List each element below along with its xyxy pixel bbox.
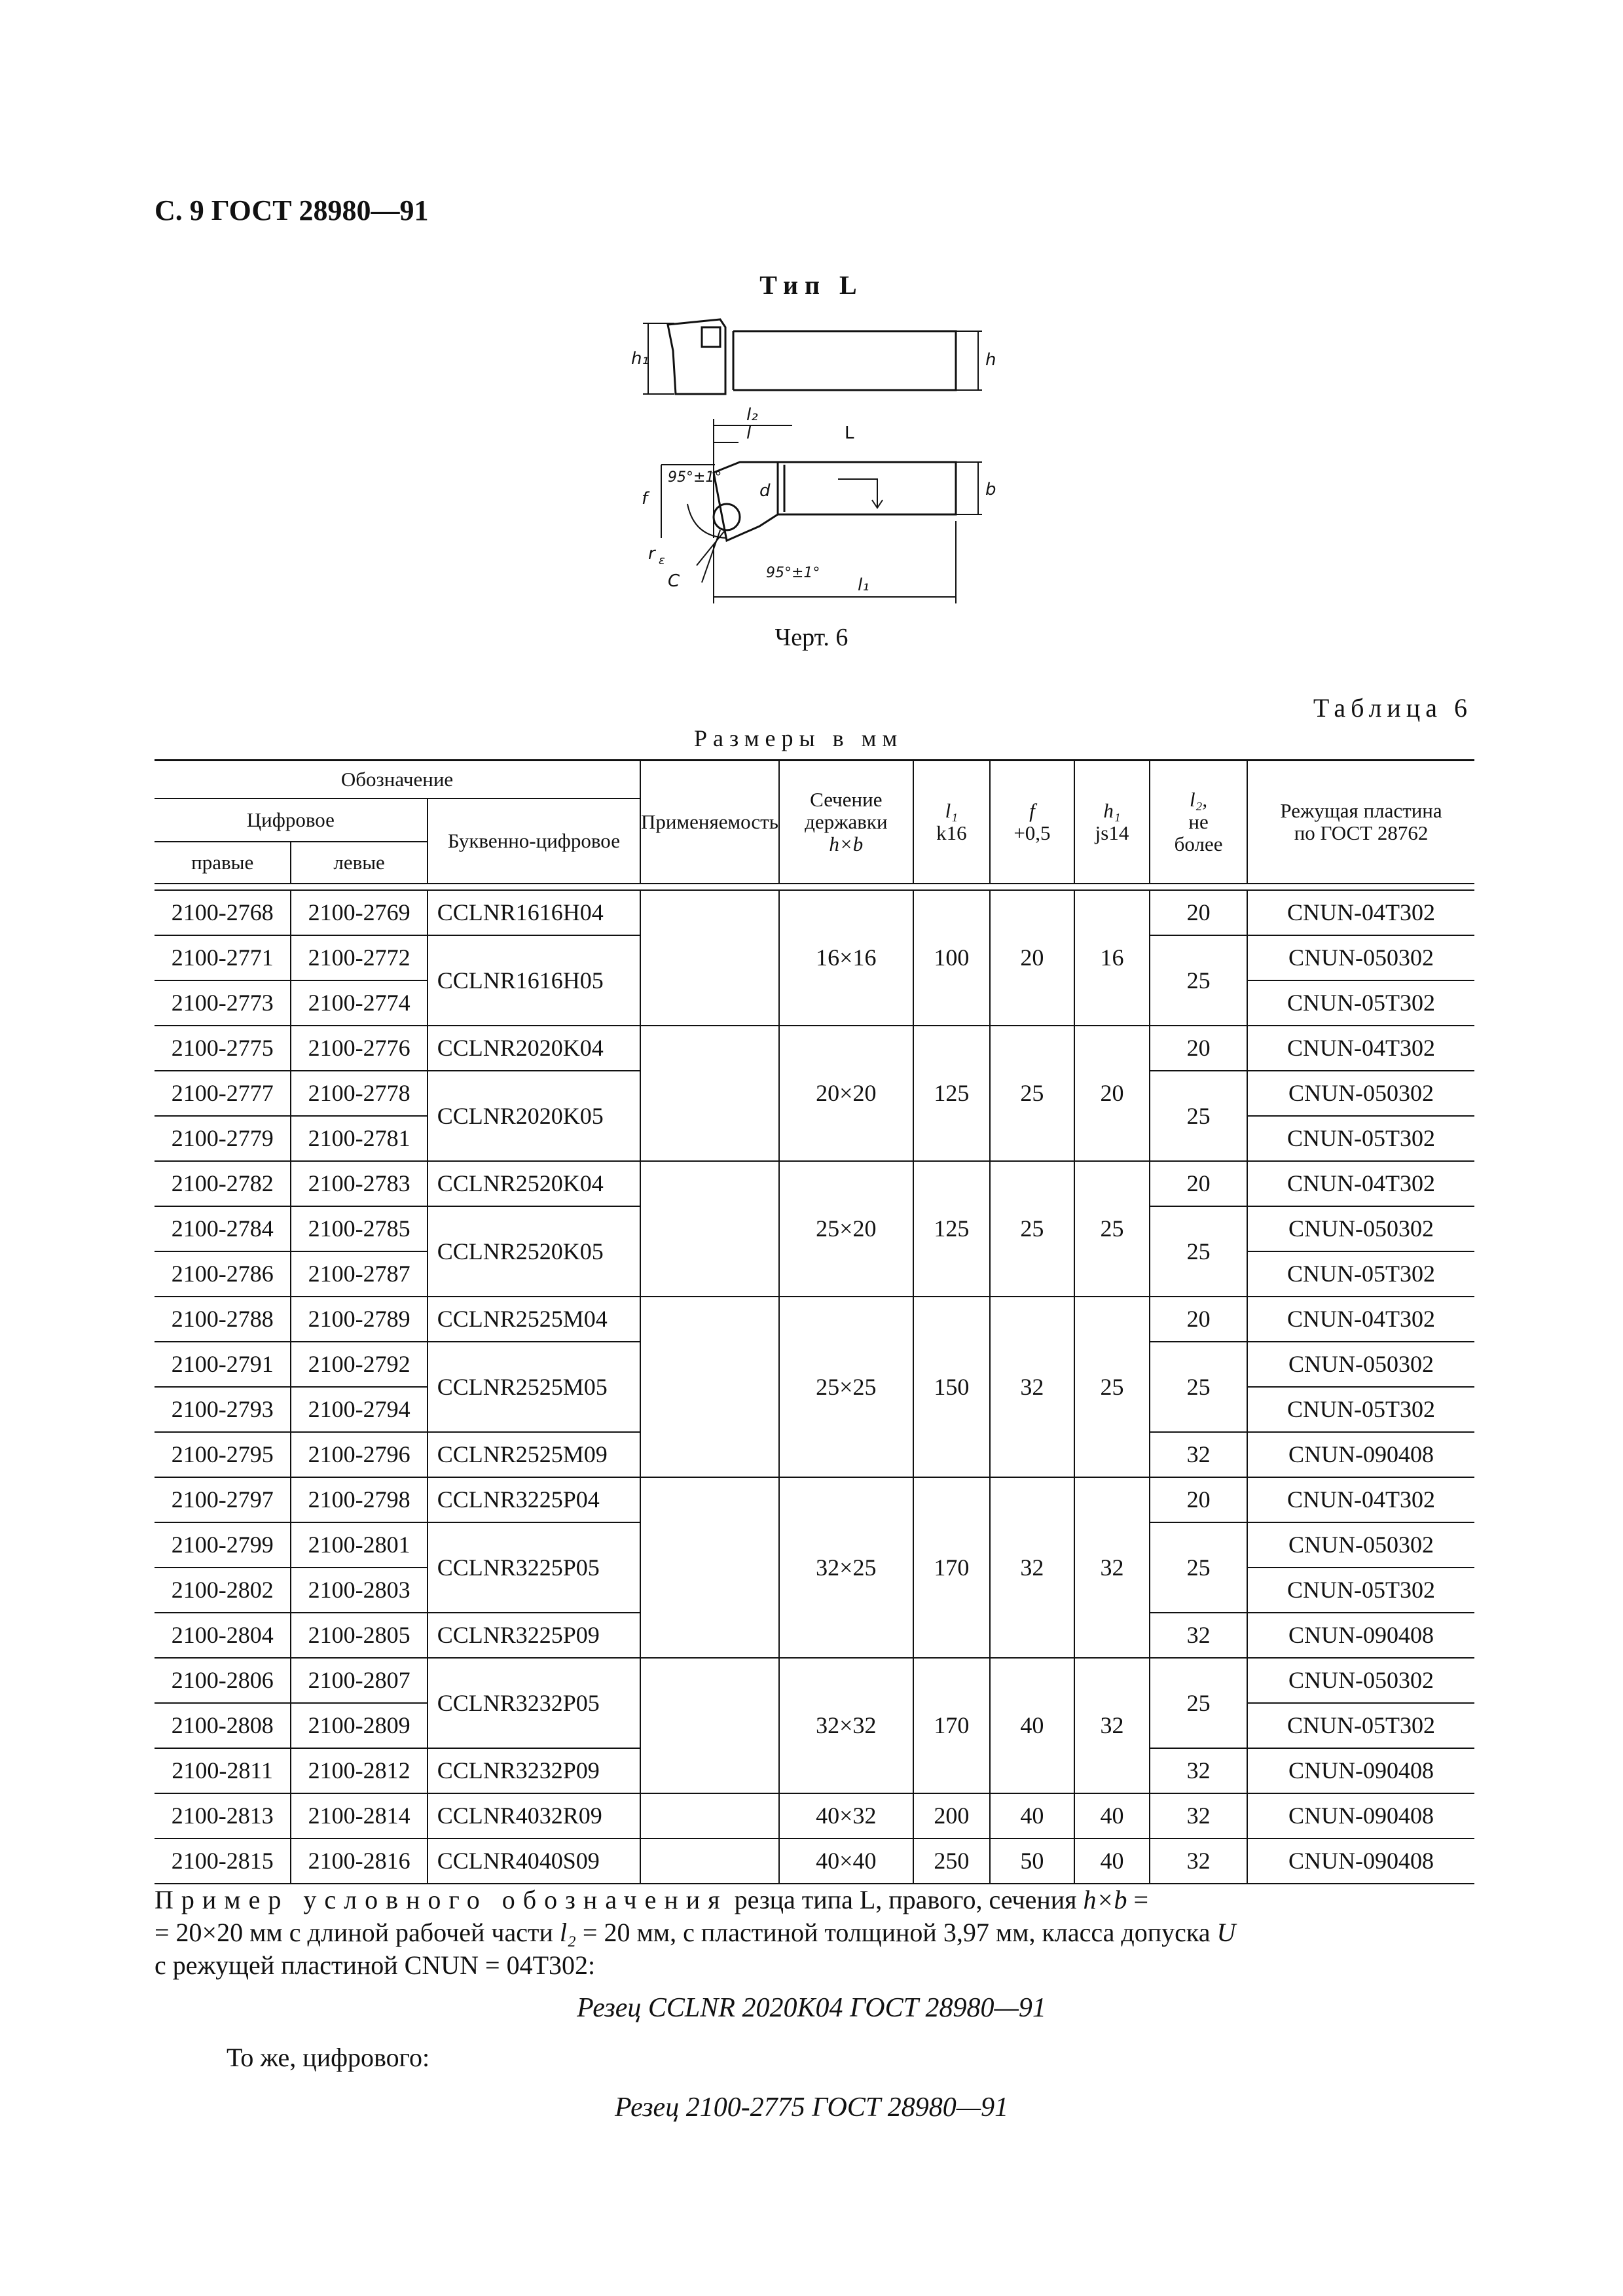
- header-h1: h₁ js14: [1074, 761, 1150, 884]
- cell-applicability: [640, 1839, 779, 1884]
- table-row: [155, 1839, 1474, 1884]
- cell-right: 2100-2777: [155, 1071, 291, 1116]
- cell-f: 32: [990, 1297, 1074, 1477]
- cell-plate: CNUN-05T302: [1247, 1116, 1474, 1161]
- table-row: [155, 1477, 1474, 1522]
- cell-h1: 20: [1074, 1026, 1150, 1161]
- cell-left: 2100-2812: [291, 1748, 427, 1793]
- cell-alpha: CCLNR1616H05: [428, 935, 640, 1026]
- cell-left: 2100-2809: [291, 1703, 427, 1748]
- cell-alpha: CCLNR2525M09: [428, 1432, 640, 1477]
- cell-alpha: CCLNR2520K05: [428, 1206, 640, 1297]
- cell-l2: 32: [1150, 1793, 1247, 1839]
- header-alpha: Буквенно-цифровое: [428, 798, 640, 884]
- cell-l2: 25: [1150, 935, 1247, 1026]
- cell-right: 2100-2806: [155, 1658, 291, 1703]
- cell-l2: 25: [1150, 1206, 1247, 1297]
- cell-left: 2100-2801: [291, 1522, 427, 1568]
- cell-f: 40: [990, 1658, 1074, 1793]
- cell-section: 32×32: [779, 1658, 913, 1793]
- cell-plate: CNUN-04T302: [1247, 1477, 1474, 1522]
- cell-l2: 20: [1150, 890, 1247, 935]
- header-plate: Режущая пластина по ГОСТ 28762: [1247, 761, 1474, 884]
- cell-section: 25×20: [779, 1161, 913, 1297]
- cell-right: 2100-2788: [155, 1297, 291, 1342]
- cell-left: 2100-2798: [291, 1477, 427, 1522]
- cell-l2: 25: [1150, 1658, 1247, 1748]
- cell-plate: CNUN-04T302: [1247, 890, 1474, 935]
- cell-l2: 20: [1150, 1297, 1247, 1342]
- header-f: f +0,5: [990, 761, 1074, 884]
- cell-plate: CNUN-05T302: [1247, 1703, 1474, 1748]
- header-l1: l₁ k16: [913, 761, 990, 884]
- cell-l2: 20: [1150, 1477, 1247, 1522]
- cell-right: 2100-2815: [155, 1839, 291, 1884]
- cell-alpha: CCLNR3232P09: [428, 1748, 640, 1793]
- cell-l2: 20: [1150, 1161, 1247, 1206]
- table-row: [155, 1793, 1474, 1839]
- header-left: левые: [291, 842, 427, 884]
- cell-plate: CNUN-04T302: [1247, 1161, 1474, 1206]
- label-f: f: [642, 489, 648, 509]
- cell-f: 40: [990, 1793, 1074, 1839]
- label-d: d: [759, 481, 771, 501]
- cell-left: 2100-2772: [291, 935, 427, 980]
- cell-left: 2100-2783: [291, 1161, 427, 1206]
- cell-h1: 16: [1074, 890, 1150, 1026]
- header-l2: l₂, не более: [1150, 761, 1247, 884]
- cell-section: 40×32: [779, 1793, 913, 1839]
- cell-f: 25: [990, 1026, 1074, 1161]
- cell-left: 2100-2776: [291, 1026, 427, 1071]
- cell-applicability: [640, 890, 779, 1026]
- cell-applicability: [640, 1161, 779, 1297]
- cell-plate: CNUN-05T302: [1247, 1387, 1474, 1432]
- cell-h1: 25: [1074, 1297, 1150, 1477]
- cell-alpha: CCLNR3225P05: [428, 1522, 640, 1613]
- cell-left: 2100-2769: [291, 890, 427, 935]
- cell-left: 2100-2787: [291, 1251, 427, 1297]
- units-note: Размеры в мм: [694, 725, 903, 751]
- cell-left: 2100-2781: [291, 1116, 427, 1161]
- cell-l1: 170: [913, 1477, 990, 1658]
- cell-alpha: CCLNR2525M04: [428, 1297, 640, 1342]
- cell-l1: 250: [913, 1839, 990, 1884]
- table-row: [155, 890, 1474, 935]
- cell-left: 2100-2807: [291, 1658, 427, 1703]
- cell-l1: 125: [913, 1026, 990, 1161]
- cell-l1: 170: [913, 1658, 990, 1793]
- cell-left: 2100-2778: [291, 1071, 427, 1116]
- cell-left: 2100-2814: [291, 1793, 427, 1839]
- cell-left: 2100-2774: [291, 980, 427, 1026]
- dimensions-table: [155, 759, 1474, 1884]
- cell-plate: CNUN-090408: [1247, 1839, 1474, 1884]
- cell-plate: CNUN-05T302: [1247, 1251, 1474, 1297]
- label-l: l: [746, 423, 752, 443]
- table-row: [155, 1658, 1474, 1703]
- cell-l2: 32: [1150, 1432, 1247, 1477]
- cell-left: 2100-2789: [291, 1297, 427, 1342]
- cell-f: 32: [990, 1477, 1074, 1658]
- cell-right: 2100-2782: [155, 1161, 291, 1206]
- cell-alpha: CCLNR2520K04: [428, 1161, 640, 1206]
- cell-applicability: [640, 1026, 779, 1161]
- cell-left: 2100-2803: [291, 1568, 427, 1613]
- label-C: C: [668, 571, 680, 591]
- cell-right: 2100-2771: [155, 935, 291, 980]
- cell-right: 2100-2773: [155, 980, 291, 1026]
- cell-plate: CNUN-04T302: [1247, 1026, 1474, 1071]
- cell-plate: CNUN-050302: [1247, 1342, 1474, 1387]
- cell-applicability: [640, 1793, 779, 1839]
- label-h: h: [985, 350, 996, 370]
- cell-plate: CNUN-050302: [1247, 935, 1474, 980]
- cell-l1: 150: [913, 1297, 990, 1477]
- cell-right: 2100-2775: [155, 1026, 291, 1071]
- cell-f: 25: [990, 1161, 1074, 1297]
- table-row: [155, 1026, 1474, 1071]
- header-applicability: Применяемость: [640, 761, 779, 884]
- table-body: [155, 884, 1474, 1884]
- example-formula-alpha: Резец CCLNR 2020K04 ГОСТ 28980—91: [577, 1993, 1046, 2023]
- cell-applicability: [640, 1477, 779, 1658]
- cell-right: 2100-2793: [155, 1387, 291, 1432]
- cell-h1: 40: [1074, 1793, 1150, 1839]
- cell-l1: 125: [913, 1161, 990, 1297]
- cell-right: 2100-2784: [155, 1206, 291, 1251]
- cell-l2: 32: [1150, 1613, 1247, 1658]
- label-r-sub: ε: [659, 554, 665, 567]
- cell-section: 25×25: [779, 1297, 913, 1477]
- cell-alpha: CCLNR3225P09: [428, 1613, 640, 1658]
- cell-section: 16×16: [779, 890, 913, 1026]
- header-section: Сечение державки h×b: [779, 761, 913, 884]
- cell-right: 2100-2791: [155, 1342, 291, 1387]
- cell-right: 2100-2797: [155, 1477, 291, 1522]
- cell-left: 2100-2792: [291, 1342, 427, 1387]
- cell-right: 2100-2768: [155, 890, 291, 935]
- cell-applicability: [640, 1297, 779, 1477]
- cell-h1: 25: [1074, 1161, 1150, 1297]
- cell-plate: CNUN-050302: [1247, 1206, 1474, 1251]
- header-right: правые: [191, 850, 254, 874]
- cell-right: 2100-2804: [155, 1613, 291, 1658]
- type-title: Тип L: [759, 270, 864, 300]
- cell-left: 2100-2796: [291, 1432, 427, 1477]
- cell-plate: CNUN-05T302: [1247, 1568, 1474, 1613]
- cell-plate: CNUN-04T302: [1247, 1297, 1474, 1342]
- cell-section: 20×20: [779, 1026, 913, 1161]
- label-h1: h₁: [631, 349, 649, 368]
- cell-plate: CNUN-090408: [1247, 1432, 1474, 1477]
- cell-h1: 32: [1074, 1658, 1150, 1793]
- tool-drawing: [629, 308, 1021, 622]
- cell-right: 2100-2811: [155, 1748, 291, 1793]
- cell-alpha: CCLNR2525M05: [428, 1342, 640, 1432]
- cell-applicability: [640, 1658, 779, 1793]
- example-same-digital: То же, цифрового:: [227, 2043, 430, 2072]
- label-b: b: [985, 480, 996, 499]
- cell-l2: 32: [1150, 1748, 1247, 1793]
- cell-f: 50: [990, 1839, 1074, 1884]
- cell-right: 2100-2799: [155, 1522, 291, 1568]
- cell-l2: 25: [1150, 1342, 1247, 1432]
- cell-f: 20: [990, 890, 1074, 1026]
- cell-right: 2100-2813: [155, 1793, 291, 1839]
- cell-l2: 20: [1150, 1026, 1247, 1071]
- cell-right: 2100-2786: [155, 1251, 291, 1297]
- cell-alpha: CCLNR2020K04: [428, 1026, 640, 1071]
- cell-right: 2100-2795: [155, 1432, 291, 1477]
- cell-plate: CNUN-050302: [1247, 1522, 1474, 1568]
- cell-alpha: CCLNR3232P05: [428, 1658, 640, 1748]
- label-l2: l₂: [746, 405, 758, 425]
- cell-right: 2100-2779: [155, 1116, 291, 1161]
- cell-plate: CNUN-05T302: [1247, 980, 1474, 1026]
- label-angle-top: 95°±1°: [668, 469, 722, 486]
- cell-alpha: CCLNR1616H04: [428, 890, 640, 935]
- label-r: r: [648, 544, 655, 564]
- cell-left: 2100-2805: [291, 1613, 427, 1658]
- cell-alpha: CCLNR2020K05: [428, 1071, 640, 1161]
- cell-alpha: CCLNR4032R09: [428, 1793, 640, 1839]
- cell-alpha: CCLNR3225P04: [428, 1477, 640, 1522]
- cell-section: 40×40: [779, 1839, 913, 1884]
- cell-plate: CNUN-050302: [1247, 1071, 1474, 1116]
- cell-section: 32×25: [779, 1477, 913, 1658]
- cell-left: 2100-2794: [291, 1387, 427, 1432]
- cell-plate: CNUN-090408: [1247, 1613, 1474, 1658]
- example-paragraph: Пример условного обозначения резца типа L, правого, сечения h×b = = 20×20 мм с длиной рабочей части l₂ = 20 мм, с пластиной толщиной 3,97 мм, класса допуска U с режущей пластиной CNUN = 04T302:: [155, 1885, 1236, 1980]
- cell-plate: CNUN-090408: [1247, 1748, 1474, 1793]
- cell-right: 2100-2808: [155, 1703, 291, 1748]
- example-formula-digital: Резец 2100-2775 ГОСТ 28980—91: [614, 2092, 1009, 2123]
- cell-left: 2100-2816: [291, 1839, 427, 1884]
- cell-l2: 32: [1150, 1839, 1247, 1884]
- table-row: [155, 1297, 1474, 1342]
- page-header: С. 9 ГОСТ 28980—91: [155, 194, 429, 226]
- cell-h1: 40: [1074, 1839, 1150, 1884]
- cell-alpha: CCLNR4040S09: [428, 1839, 640, 1884]
- cell-l1: 200: [913, 1793, 990, 1839]
- cell-l1: 100: [913, 890, 990, 1026]
- cell-h1: 32: [1074, 1477, 1150, 1658]
- cell-l2: 25: [1150, 1522, 1247, 1613]
- cell-left: 2100-2785: [291, 1206, 427, 1251]
- cell-plate: CNUN-050302: [1247, 1658, 1474, 1703]
- cell-l2: 25: [1150, 1071, 1247, 1161]
- header-digital: Цифровое: [155, 798, 428, 842]
- label-L: L: [845, 423, 854, 443]
- table-row: [155, 1161, 1474, 1206]
- label-l1: l₁: [858, 575, 869, 595]
- table-name: Таблица 6: [1313, 693, 1472, 723]
- example-lead: Пример условного обозначения: [155, 1885, 728, 1914]
- header-designation: Обозначение: [155, 761, 640, 798]
- label-angle-bottom: 95°±1°: [766, 565, 820, 581]
- figure-caption: Черт. 6: [775, 624, 848, 651]
- cell-plate: CNUN-090408: [1247, 1793, 1474, 1839]
- cell-right: 2100-2802: [155, 1568, 291, 1613]
